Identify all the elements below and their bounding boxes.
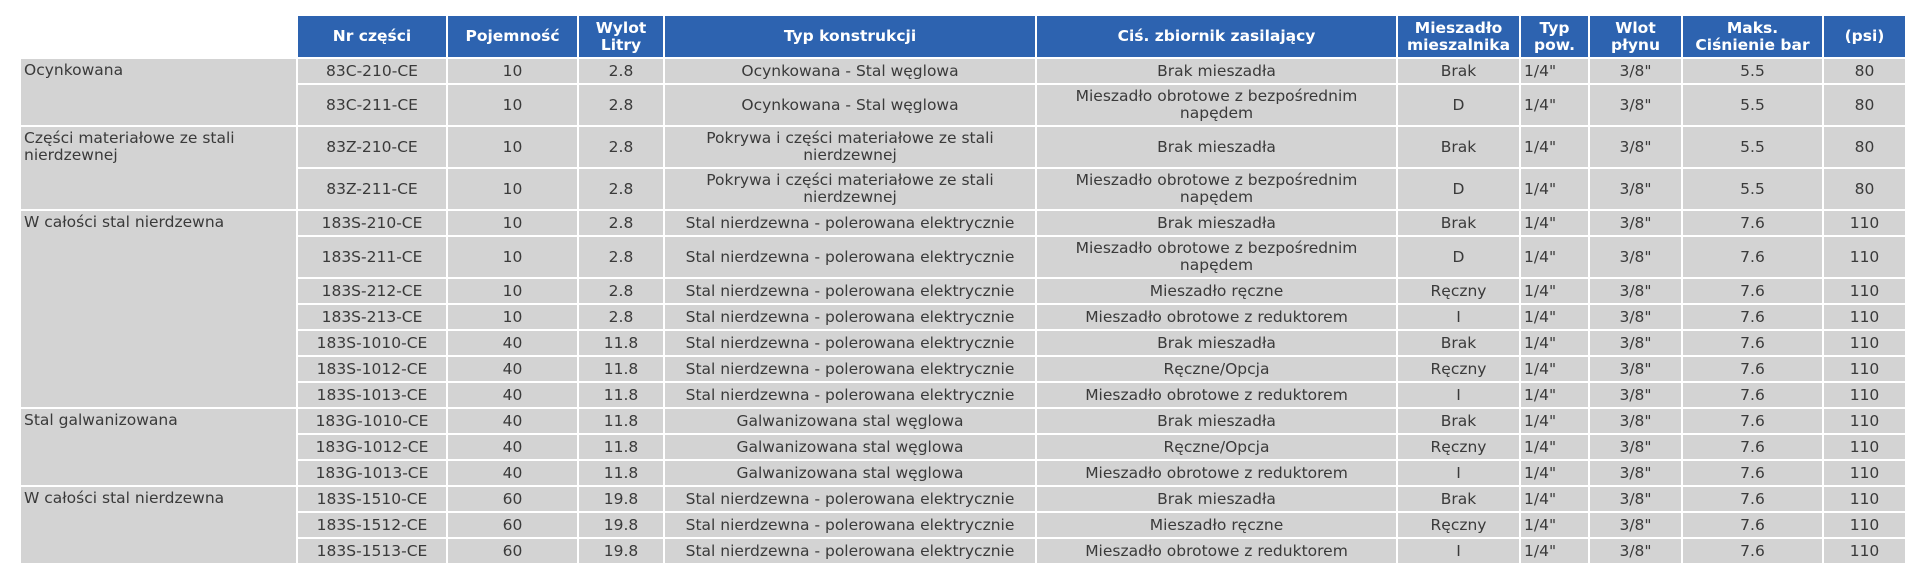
- construction-type-cell: Stal nierdzewna - polerowana elektrycznie: [665, 383, 1035, 407]
- outlet-liters-cell: 11.8: [579, 461, 663, 485]
- table-row: [21, 435, 1905, 459]
- psi-cell: 80: [1824, 59, 1905, 83]
- fluid-inlet-cell: 3/8": [1590, 539, 1681, 563]
- construction-type-cell: Ocynkowana - Stal węglowa: [665, 85, 1035, 125]
- psi-cell: 110: [1824, 461, 1905, 485]
- header-surface-type: Typ pow.: [1521, 16, 1588, 57]
- outlet-liters-cell: 19.8: [579, 513, 663, 537]
- construction-type-cell: Stal nierdzewna - polerowana elektrycznie: [665, 539, 1035, 563]
- fluid-inlet-cell: 3/8": [1590, 237, 1681, 277]
- header-capacity: Pojemność: [448, 16, 577, 57]
- psi-cell: 110: [1824, 513, 1905, 537]
- supply-tank-cell: Mieszadło obrotowe z reduktorem: [1037, 461, 1396, 485]
- outlet-liters-cell: 2.8: [579, 211, 663, 235]
- mixer-cell: D: [1398, 169, 1519, 209]
- mixer-cell: I: [1398, 461, 1519, 485]
- supply-tank-cell: Brak mieszadła: [1037, 127, 1396, 167]
- mixer-cell: Brak: [1398, 211, 1519, 235]
- mixer-cell: Ręczny: [1398, 513, 1519, 537]
- construction-type-cell: Stal nierdzewna - polerowana elektrycznie: [665, 211, 1035, 235]
- header-part-number: Nr części: [298, 16, 446, 57]
- surface-type-cell: 1/4": [1521, 461, 1588, 485]
- outlet-liters-cell: 2.8: [579, 279, 663, 303]
- part-number-cell: 83C-210-CE: [298, 59, 446, 83]
- max-pressure-bar-cell: 7.6: [1683, 487, 1822, 511]
- spec-table-container: [19, 14, 1907, 565]
- outlet-liters-cell: 2.8: [579, 169, 663, 209]
- header-psi: (psi): [1824, 16, 1905, 57]
- capacity-cell: 60: [448, 513, 577, 537]
- table-row: [21, 383, 1905, 407]
- table-row: [21, 59, 1905, 83]
- capacity-cell: 10: [448, 237, 577, 277]
- surface-type-cell: 1/4": [1521, 331, 1588, 355]
- surface-type-cell: 1/4": [1521, 435, 1588, 459]
- fluid-inlet-cell: 3/8": [1590, 513, 1681, 537]
- surface-type-cell: 1/4": [1521, 357, 1588, 381]
- supply-tank-cell: Ręczne/Opcja: [1037, 435, 1396, 459]
- capacity-cell: 10: [448, 59, 577, 83]
- outlet-liters-cell: 2.8: [579, 305, 663, 329]
- outlet-liters-cell: 2.8: [579, 127, 663, 167]
- psi-cell: 110: [1824, 487, 1905, 511]
- header-max-pressure-bar: Maks. Ciśnienie bar: [1683, 16, 1822, 57]
- capacity-cell: 40: [448, 461, 577, 485]
- material-group-cell: W całości stal nierdzewna: [21, 211, 296, 407]
- surface-type-cell: 1/4": [1521, 279, 1588, 303]
- surface-type-cell: 1/4": [1521, 383, 1588, 407]
- outlet-liters-cell: 2.8: [579, 59, 663, 83]
- fluid-inlet-cell: 3/8": [1590, 357, 1681, 381]
- capacity-cell: 40: [448, 435, 577, 459]
- header-outlet-liters: Wylot Litry: [579, 16, 663, 57]
- psi-cell: 110: [1824, 237, 1905, 277]
- table-row: [21, 539, 1905, 563]
- mixer-cell: I: [1398, 539, 1519, 563]
- mixer-cell: I: [1398, 305, 1519, 329]
- max-pressure-bar-cell: 7.6: [1683, 383, 1822, 407]
- part-number-cell: 183S-1513-CE: [298, 539, 446, 563]
- table-row: [21, 513, 1905, 537]
- max-pressure-bar-cell: 7.6: [1683, 539, 1822, 563]
- table-row: [21, 85, 1905, 125]
- construction-type-cell: Galwanizowana stal węglowa: [665, 461, 1035, 485]
- fluid-inlet-cell: 3/8": [1590, 487, 1681, 511]
- table-row: [21, 331, 1905, 355]
- surface-type-cell: 1/4": [1521, 409, 1588, 433]
- construction-type-cell: Stal nierdzewna - polerowana elektrycznie: [665, 237, 1035, 277]
- max-pressure-bar-cell: 5.5: [1683, 127, 1822, 167]
- fluid-inlet-cell: 3/8": [1590, 211, 1681, 235]
- fluid-inlet-cell: 3/8": [1590, 85, 1681, 125]
- capacity-cell: 10: [448, 85, 577, 125]
- header-construction-type: Typ konstrukcji: [665, 16, 1035, 57]
- capacity-cell: 10: [448, 127, 577, 167]
- supply-tank-cell: Brak mieszadła: [1037, 409, 1396, 433]
- psi-cell: 110: [1824, 331, 1905, 355]
- table-row: [21, 409, 1905, 433]
- construction-type-cell: Galwanizowana stal węglowa: [665, 409, 1035, 433]
- supply-tank-cell: Brak mieszadła: [1037, 331, 1396, 355]
- surface-type-cell: 1/4": [1521, 305, 1588, 329]
- capacity-cell: 10: [448, 211, 577, 235]
- psi-cell: 110: [1824, 279, 1905, 303]
- max-pressure-bar-cell: 5.5: [1683, 169, 1822, 209]
- outlet-liters-cell: 2.8: [579, 237, 663, 277]
- fluid-inlet-cell: 3/8": [1590, 435, 1681, 459]
- psi-cell: 110: [1824, 435, 1905, 459]
- part-number-cell: 183S-1512-CE: [298, 513, 446, 537]
- max-pressure-bar-cell: 7.6: [1683, 331, 1822, 355]
- fluid-inlet-cell: 3/8": [1590, 279, 1681, 303]
- max-pressure-bar-cell: 7.6: [1683, 305, 1822, 329]
- capacity-cell: 10: [448, 305, 577, 329]
- max-pressure-bar-cell: 7.6: [1683, 357, 1822, 381]
- table-row: [21, 279, 1905, 303]
- mixer-cell: I: [1398, 383, 1519, 407]
- mixer-cell: Brak: [1398, 127, 1519, 167]
- capacity-cell: 60: [448, 487, 577, 511]
- surface-type-cell: 1/4": [1521, 169, 1588, 209]
- fluid-inlet-cell: 3/8": [1590, 59, 1681, 83]
- supply-tank-cell: Mieszadło obrotowe z bezpośrednim napędem: [1037, 85, 1396, 125]
- mixer-cell: Ręczny: [1398, 279, 1519, 303]
- max-pressure-bar-cell: 5.5: [1683, 85, 1822, 125]
- material-group-cell: Ocynkowana: [21, 59, 296, 125]
- mixer-cell: Brak: [1398, 59, 1519, 83]
- max-pressure-bar-cell: 7.6: [1683, 409, 1822, 433]
- max-pressure-bar-cell: 5.5: [1683, 59, 1822, 83]
- max-pressure-bar-cell: 7.6: [1683, 435, 1822, 459]
- max-pressure-bar-cell: 7.6: [1683, 211, 1822, 235]
- table-row: [21, 357, 1905, 381]
- header-mixer: Mieszadło mieszalnika: [1398, 16, 1519, 57]
- surface-type-cell: 1/4": [1521, 59, 1588, 83]
- supply-tank-cell: Brak mieszadła: [1037, 211, 1396, 235]
- surface-type-cell: 1/4": [1521, 539, 1588, 563]
- max-pressure-bar-cell: 7.6: [1683, 461, 1822, 485]
- material-group-cell: Stal galwanizowana: [21, 409, 296, 485]
- spray-tank-spec-table: [19, 14, 1907, 565]
- construction-type-cell: Galwanizowana stal węglowa: [665, 435, 1035, 459]
- header-fluid-inlet: Wlot płynu: [1590, 16, 1681, 57]
- part-number-cell: 183S-213-CE: [298, 305, 446, 329]
- supply-tank-cell: Ręczne/Opcja: [1037, 357, 1396, 381]
- max-pressure-bar-cell: 7.6: [1683, 513, 1822, 537]
- fluid-inlet-cell: 3/8": [1590, 409, 1681, 433]
- table-row: [21, 237, 1905, 277]
- psi-cell: 80: [1824, 85, 1905, 125]
- part-number-cell: 183S-1510-CE: [298, 487, 446, 511]
- construction-type-cell: Stal nierdzewna - polerowana elektrycznie: [665, 357, 1035, 381]
- table-row: [21, 211, 1905, 235]
- part-number-cell: 183S-212-CE: [298, 279, 446, 303]
- capacity-cell: 40: [448, 409, 577, 433]
- max-pressure-bar-cell: 7.6: [1683, 237, 1822, 277]
- capacity-cell: 10: [448, 279, 577, 303]
- psi-cell: 110: [1824, 539, 1905, 563]
- table-row: [21, 127, 1905, 167]
- part-number-cell: 183S-210-CE: [298, 211, 446, 235]
- outlet-liters-cell: 11.8: [579, 357, 663, 381]
- construction-type-cell: Pokrywa i części materiałowe ze stali nierdzewnej: [665, 127, 1035, 167]
- psi-cell: 110: [1824, 383, 1905, 407]
- surface-type-cell: 1/4": [1521, 237, 1588, 277]
- outlet-liters-cell: 11.8: [579, 409, 663, 433]
- construction-type-cell: Stal nierdzewna - polerowana elektrycznie: [665, 487, 1035, 511]
- capacity-cell: 40: [448, 331, 577, 355]
- table-row: [21, 169, 1905, 209]
- outlet-liters-cell: 2.8: [579, 85, 663, 125]
- supply-tank-cell: Brak mieszadła: [1037, 487, 1396, 511]
- part-number-cell: 183S-211-CE: [298, 237, 446, 277]
- mixer-cell: Brak: [1398, 487, 1519, 511]
- surface-type-cell: 1/4": [1521, 211, 1588, 235]
- material-group-cell: Części materiałowe ze stali nierdzewnej: [21, 127, 296, 209]
- mixer-cell: Ręczny: [1398, 435, 1519, 459]
- outlet-liters-cell: 19.8: [579, 539, 663, 563]
- header-empty-corner: [21, 16, 296, 57]
- max-pressure-bar-cell: 7.6: [1683, 279, 1822, 303]
- fluid-inlet-cell: 3/8": [1590, 305, 1681, 329]
- fluid-inlet-cell: 3/8": [1590, 331, 1681, 355]
- material-group-cell: W całości stal nierdzewna: [21, 487, 296, 563]
- part-number-cell: 183G-1013-CE: [298, 461, 446, 485]
- construction-type-cell: Stal nierdzewna - polerowana elektrycznie: [665, 305, 1035, 329]
- table-body: [21, 59, 1905, 563]
- construction-type-cell: Stal nierdzewna - polerowana elektrycznie: [665, 513, 1035, 537]
- surface-type-cell: 1/4": [1521, 513, 1588, 537]
- supply-tank-cell: Mieszadło ręczne: [1037, 513, 1396, 537]
- mixer-cell: D: [1398, 237, 1519, 277]
- supply-tank-cell: Mieszadło ręczne: [1037, 279, 1396, 303]
- supply-tank-cell: Mieszadło obrotowe z bezpośrednim napędem: [1037, 237, 1396, 277]
- header-row: [21, 16, 1905, 57]
- supply-tank-cell: Mieszadło obrotowe z reduktorem: [1037, 305, 1396, 329]
- psi-cell: 110: [1824, 409, 1905, 433]
- fluid-inlet-cell: 3/8": [1590, 461, 1681, 485]
- fluid-inlet-cell: 3/8": [1590, 169, 1681, 209]
- part-number-cell: 183S-1010-CE: [298, 331, 446, 355]
- surface-type-cell: 1/4": [1521, 85, 1588, 125]
- mixer-cell: Brak: [1398, 331, 1519, 355]
- construction-type-cell: Pokrywa i części materiałowe ze stali nierdzewnej: [665, 169, 1035, 209]
- part-number-cell: 83Z-210-CE: [298, 127, 446, 167]
- outlet-liters-cell: 11.8: [579, 435, 663, 459]
- surface-type-cell: 1/4": [1521, 487, 1588, 511]
- construction-type-cell: Stal nierdzewna - polerowana elektrycznie: [665, 279, 1035, 303]
- table-row: [21, 461, 1905, 485]
- psi-cell: 80: [1824, 169, 1905, 209]
- outlet-liters-cell: 11.8: [579, 383, 663, 407]
- header-supply-tank-pressure: Ciś. zbiornik zasilający: [1037, 16, 1396, 57]
- construction-type-cell: Ocynkowana - Stal węglowa: [665, 59, 1035, 83]
- psi-cell: 110: [1824, 357, 1905, 381]
- psi-cell: 110: [1824, 305, 1905, 329]
- psi-cell: 80: [1824, 127, 1905, 167]
- mixer-cell: D: [1398, 85, 1519, 125]
- capacity-cell: 10: [448, 169, 577, 209]
- capacity-cell: 60: [448, 539, 577, 563]
- fluid-inlet-cell: 3/8": [1590, 383, 1681, 407]
- outlet-liters-cell: 19.8: [579, 487, 663, 511]
- psi-cell: 110: [1824, 211, 1905, 235]
- table-row: [21, 305, 1905, 329]
- surface-type-cell: 1/4": [1521, 127, 1588, 167]
- capacity-cell: 40: [448, 383, 577, 407]
- table-row: [21, 487, 1905, 511]
- part-number-cell: 183S-1012-CE: [298, 357, 446, 381]
- part-number-cell: 83Z-211-CE: [298, 169, 446, 209]
- capacity-cell: 40: [448, 357, 577, 381]
- supply-tank-cell: Mieszadło obrotowe z reduktorem: [1037, 539, 1396, 563]
- part-number-cell: 183G-1010-CE: [298, 409, 446, 433]
- mixer-cell: Ręczny: [1398, 357, 1519, 381]
- supply-tank-cell: Mieszadło obrotowe z bezpośrednim napędem: [1037, 169, 1396, 209]
- outlet-liters-cell: 11.8: [579, 331, 663, 355]
- part-number-cell: 83C-211-CE: [298, 85, 446, 125]
- part-number-cell: 183G-1012-CE: [298, 435, 446, 459]
- mixer-cell: Brak: [1398, 409, 1519, 433]
- supply-tank-cell: Mieszadło obrotowe z reduktorem: [1037, 383, 1396, 407]
- part-number-cell: 183S-1013-CE: [298, 383, 446, 407]
- construction-type-cell: Stal nierdzewna - polerowana elektrycznie: [665, 331, 1035, 355]
- supply-tank-cell: Brak mieszadła: [1037, 59, 1396, 83]
- fluid-inlet-cell: 3/8": [1590, 127, 1681, 167]
